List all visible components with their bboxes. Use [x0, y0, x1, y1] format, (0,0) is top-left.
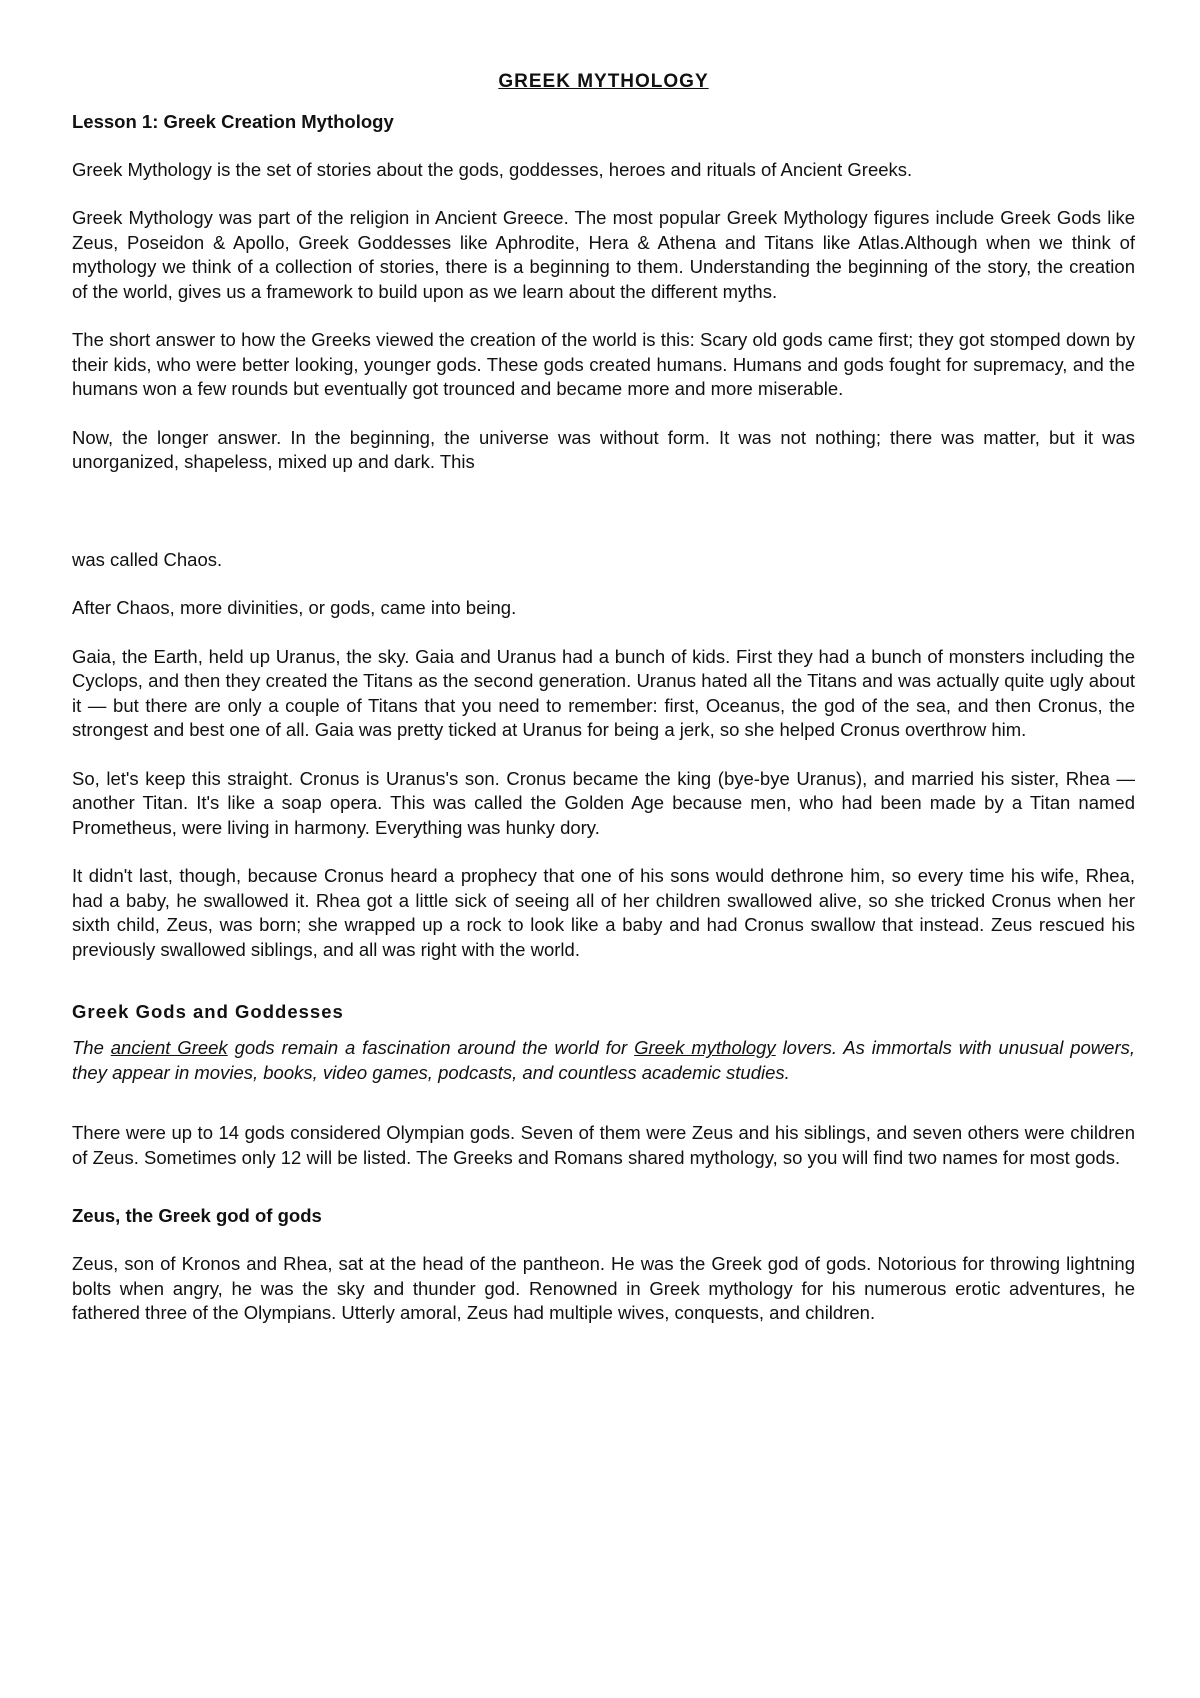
document-title: GREEK MYTHOLOGY [498, 71, 709, 92]
intro-paragraph-2: Greek Mythology was part of the religion in Ancient Greece. The most popular Greek Mythology figures include Greek Gods like Zeus, Poseidon & Apollo, Greek Goddesses like Aphrodite, Hera & Athena and Titans like Atlas.Although when we think of mythology we think of a collection of stories, there is a beginning to them. Understanding the beginning of the story, the creation of the world, gives us a framework to build upon as we learn about the different myths. [72, 207, 1135, 302]
creation-paragraph-1: was called Chaos. [72, 548, 223, 570]
gods-intro-text-middle: gods remain a fascination around the world for [227, 1037, 635, 1059]
creation-paragraph-2: After Chaos, more divinities, or gods, came into being. [72, 597, 517, 619]
gods-heading: Greek Gods and Goddesses [72, 1001, 344, 1023]
intro-paragraph-4: Now, the longer answer. In the beginning, the universe was without form. It was not nothing; there was matter, but it was unorganized, shapeless, mixed up and dark. This [72, 426, 1135, 473]
zeus-paragraph: Zeus, son of Kronos and Rhea, sat at the head of the pantheon. He was the Greek god of gods. Notorious for throwing lightning bolts when angry, he was the sky and thunder god. Renowned in Greek mythology for his numerous erotic adventures, he fathered three of the Olympians. Utterly amoral, Zeus had multiple wives, conquests, and children. [72, 1253, 1135, 1324]
document-page [72, 70, 1135, 1350]
creation-paragraph-5: It didn't last, though, because Cronus heard a prophecy that one of his sons would dethrone him, so every time his wife, Rhea, had a baby, he swallowed it. Rhea got a little sick of seeing all of her children swallowed alive, so she tricked Cronus when her sixth child, Zeus, was born; she wrapped up a rock to look like a baby and had Cronus swallow that instead. Zeus rescued his previously swallowed siblings, and all was right with the world. [72, 865, 1135, 960]
gods-intro-text-end: lovers. As immortals with unusual powers, they appear in movies, books, video games, podcasts, and countless academic studies. [72, 1037, 1135, 1083]
ancient-greek-link[interactable]: ancient Greek [110, 1037, 228, 1059]
intro-paragraph-3: The short answer to how the Greeks viewed the creation of the world is this: Scary old gods came first; they got stomped down by their kids, who were better looking, younger gods. These gods created humans. Humans and gods fought for supremacy, and the humans won a few rounds but eventually got trounced and became more and more miserable. [72, 329, 1135, 400]
creation-paragraph-3: Gaia, the Earth, held up Uranus, the sky. Gaia and Uranus had a bunch of kids. First they had a bunch of monsters including the Cyclops, and then they created the Titans as the second generation. Uranus hated all the Titans and was actually quite ugly about it — but there are only a couple of Titans that you need to remember: first, Oceanus, the god of the sea, and then Cronus, the strongest and best one of all. Gaia was pretty ticked at Uranus for being a jerk, so she helped Cronus overthrow him. [72, 645, 1135, 741]
olympians-paragraph: There were up to 14 gods considered Olympian gods. Seven of them were Zeus and his siblings, and seven others were children of Zeus. Sometimes only 12 will be listed. The Greeks and Romans shared mythology, so you will find two names for most gods. [72, 1122, 1135, 1168]
greek-mythology-link[interactable]: Greek mythology [634, 1037, 776, 1059]
lesson-heading: Lesson 1: Greek Creation Mythology [72, 110, 394, 132]
intro-paragraph-1: Greek Mythology is the set of stories about the gods, goddesses, heroes and rituals of Ancient Greeks. [72, 158, 913, 180]
page-gap [72, 475, 1135, 548]
creation-paragraph-4: So, let's keep this straight. Cronus is Uranus's son. Cronus became the king (bye-bye Uranus), and married his sister, Rhea — another Titan. It's like a soap opera. This was called the Golden Age because men, who had been made by a Titan named Prometheus, were living in harmony. Everything was hunky dory. [72, 767, 1135, 838]
gods-intro-text-start: The [72, 1037, 111, 1059]
gods-intro-paragraph [72, 1036, 1135, 1085]
zeus-heading: Zeus, the Greek god of gods [72, 1205, 322, 1227]
